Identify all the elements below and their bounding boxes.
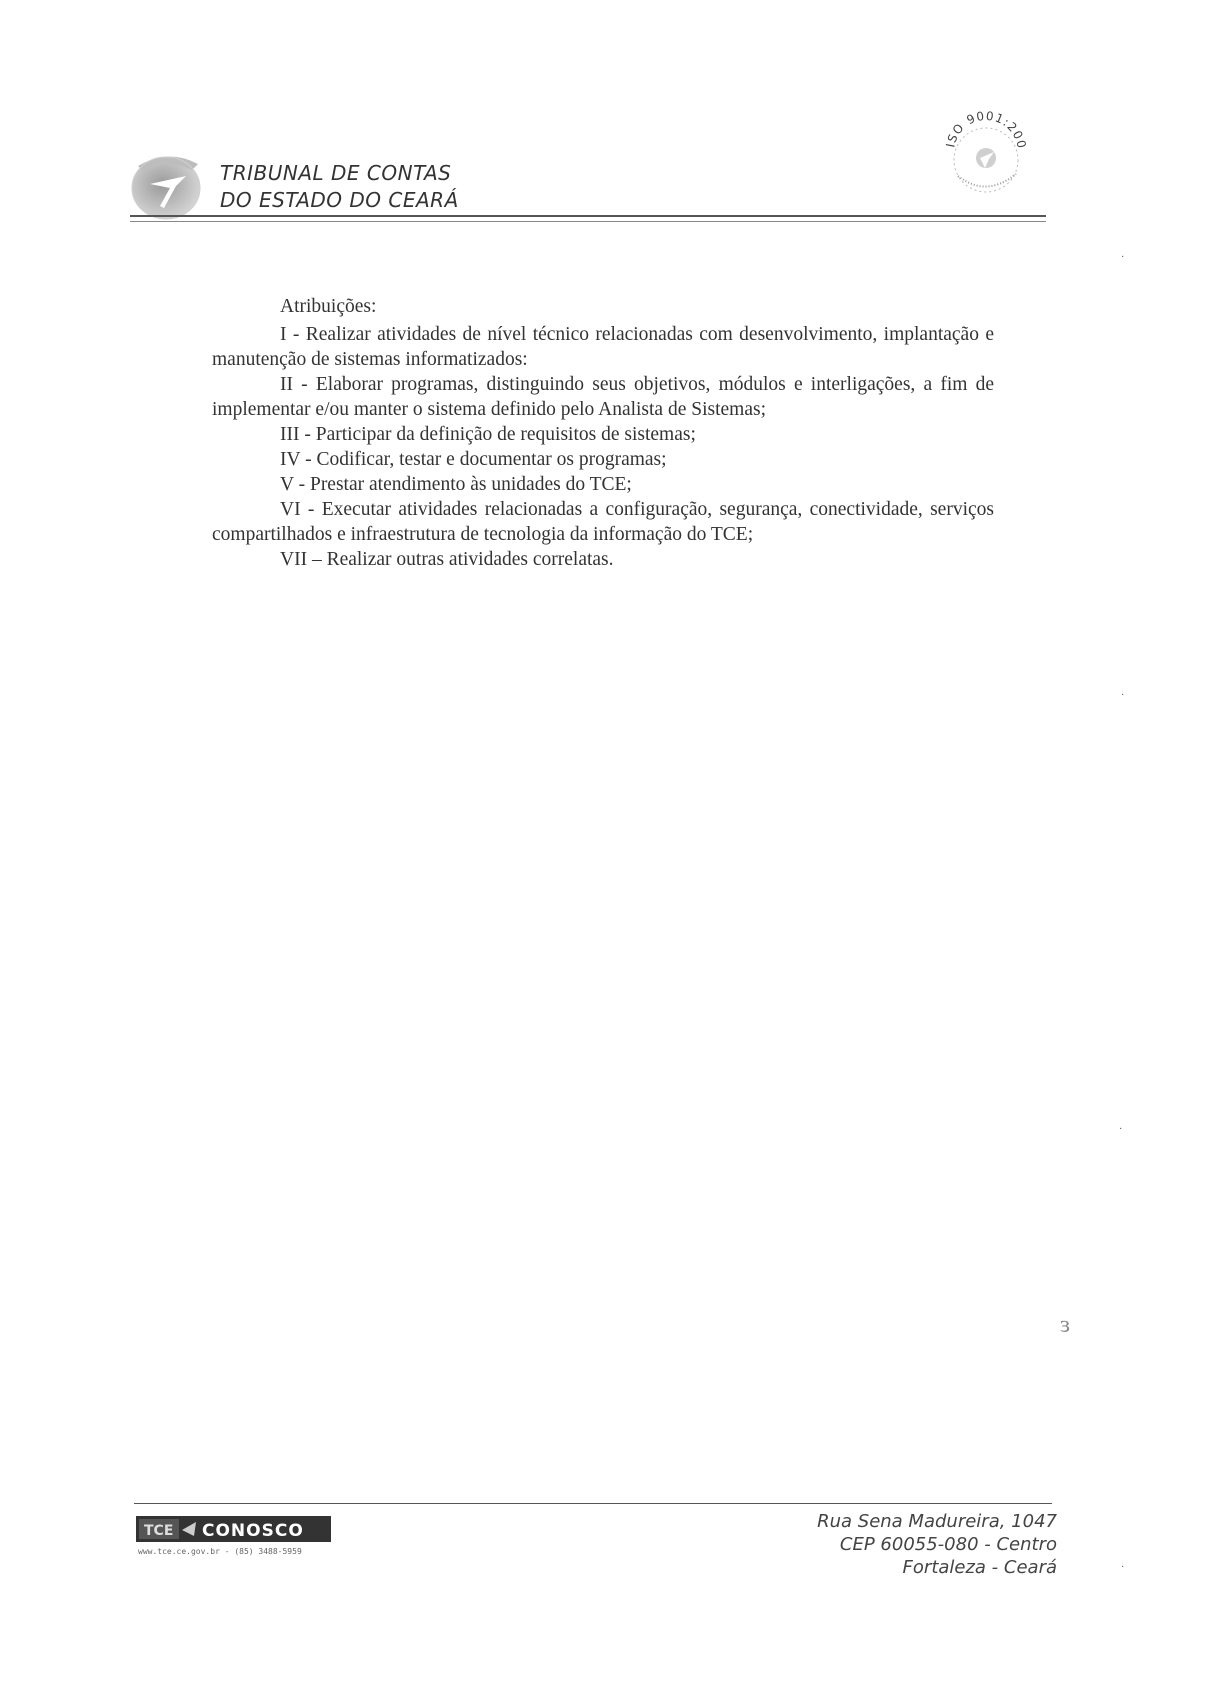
duty-item-5: V - Prestar atendimento às unidades do TCE; <box>280 474 632 495</box>
header-divider <box>130 215 1046 217</box>
svg-text:TCE: TCE <box>144 1523 174 1539</box>
scan-mark: · <box>1121 252 1125 263</box>
duties-section <box>212 294 994 572</box>
duty-item-1: I - Realizar atividades de nível técnico relacionadas com desenvolvimento, implantação e manutenção de sistemas informatizados: <box>212 324 994 370</box>
footer-logo-subtext: www.tce.ce.gov.br - (85) 3488-5959 <box>138 1547 302 1556</box>
handwritten-mark: ɜ <box>1060 1312 1071 1338</box>
svg-text:ISO 9001:2008 <box>942 108 1029 150</box>
duty-item-2: II - Elaborar programas, distinguindo seus objetivos, módulos e interligações, a fim de implementar e/ou manter o sistema definido pelo Analista de Sistemas; <box>212 374 994 420</box>
duties-heading: Atribuições: <box>280 296 377 317</box>
duty-item-6: VI - Executar atividades relacionadas a configuração, segurança, conectividade, serviços compartilhados e infraestrutura de tecnologia da informação do TCE; <box>212 499 994 545</box>
header-divider-thin <box>130 221 1046 222</box>
scan-mark: · <box>1121 1562 1125 1573</box>
iso-seal-text: ISO 9001:200 <box>943 108 1029 151</box>
footer-divider <box>134 1503 1052 1504</box>
duty-item-4: IV - Codificar, testar e documentar os programas; <box>280 449 667 470</box>
footer-address <box>817 1510 1057 1579</box>
address-line2: CEP 60055-080 - Centro <box>839 1534 1057 1555</box>
organization-name-line2: DO ESTADO DO CEARÁ <box>220 188 459 212</box>
scan-mark: · <box>1119 1124 1123 1135</box>
duty-item-7: VII – Realizar outras atividades correlatas. <box>280 549 614 570</box>
scan-mark: · <box>1121 690 1125 701</box>
duty-item-3: III - Participar da definição de requisitos de sistemas; <box>280 424 696 445</box>
iso-seal-icon <box>942 108 1030 204</box>
address-line3: Fortaleza - Ceará <box>902 1557 1057 1578</box>
tce-logo-icon <box>128 146 208 222</box>
organization-name-line1: TRIBUNAL DE CONTAS <box>220 161 452 185</box>
footer-logo-text: CONOSCO <box>202 1521 304 1541</box>
conosco-logo-icon <box>136 1514 331 1558</box>
address-line1: Rua Sena Madureira, 1047 <box>817 1511 1057 1532</box>
organization-name <box>220 160 459 214</box>
